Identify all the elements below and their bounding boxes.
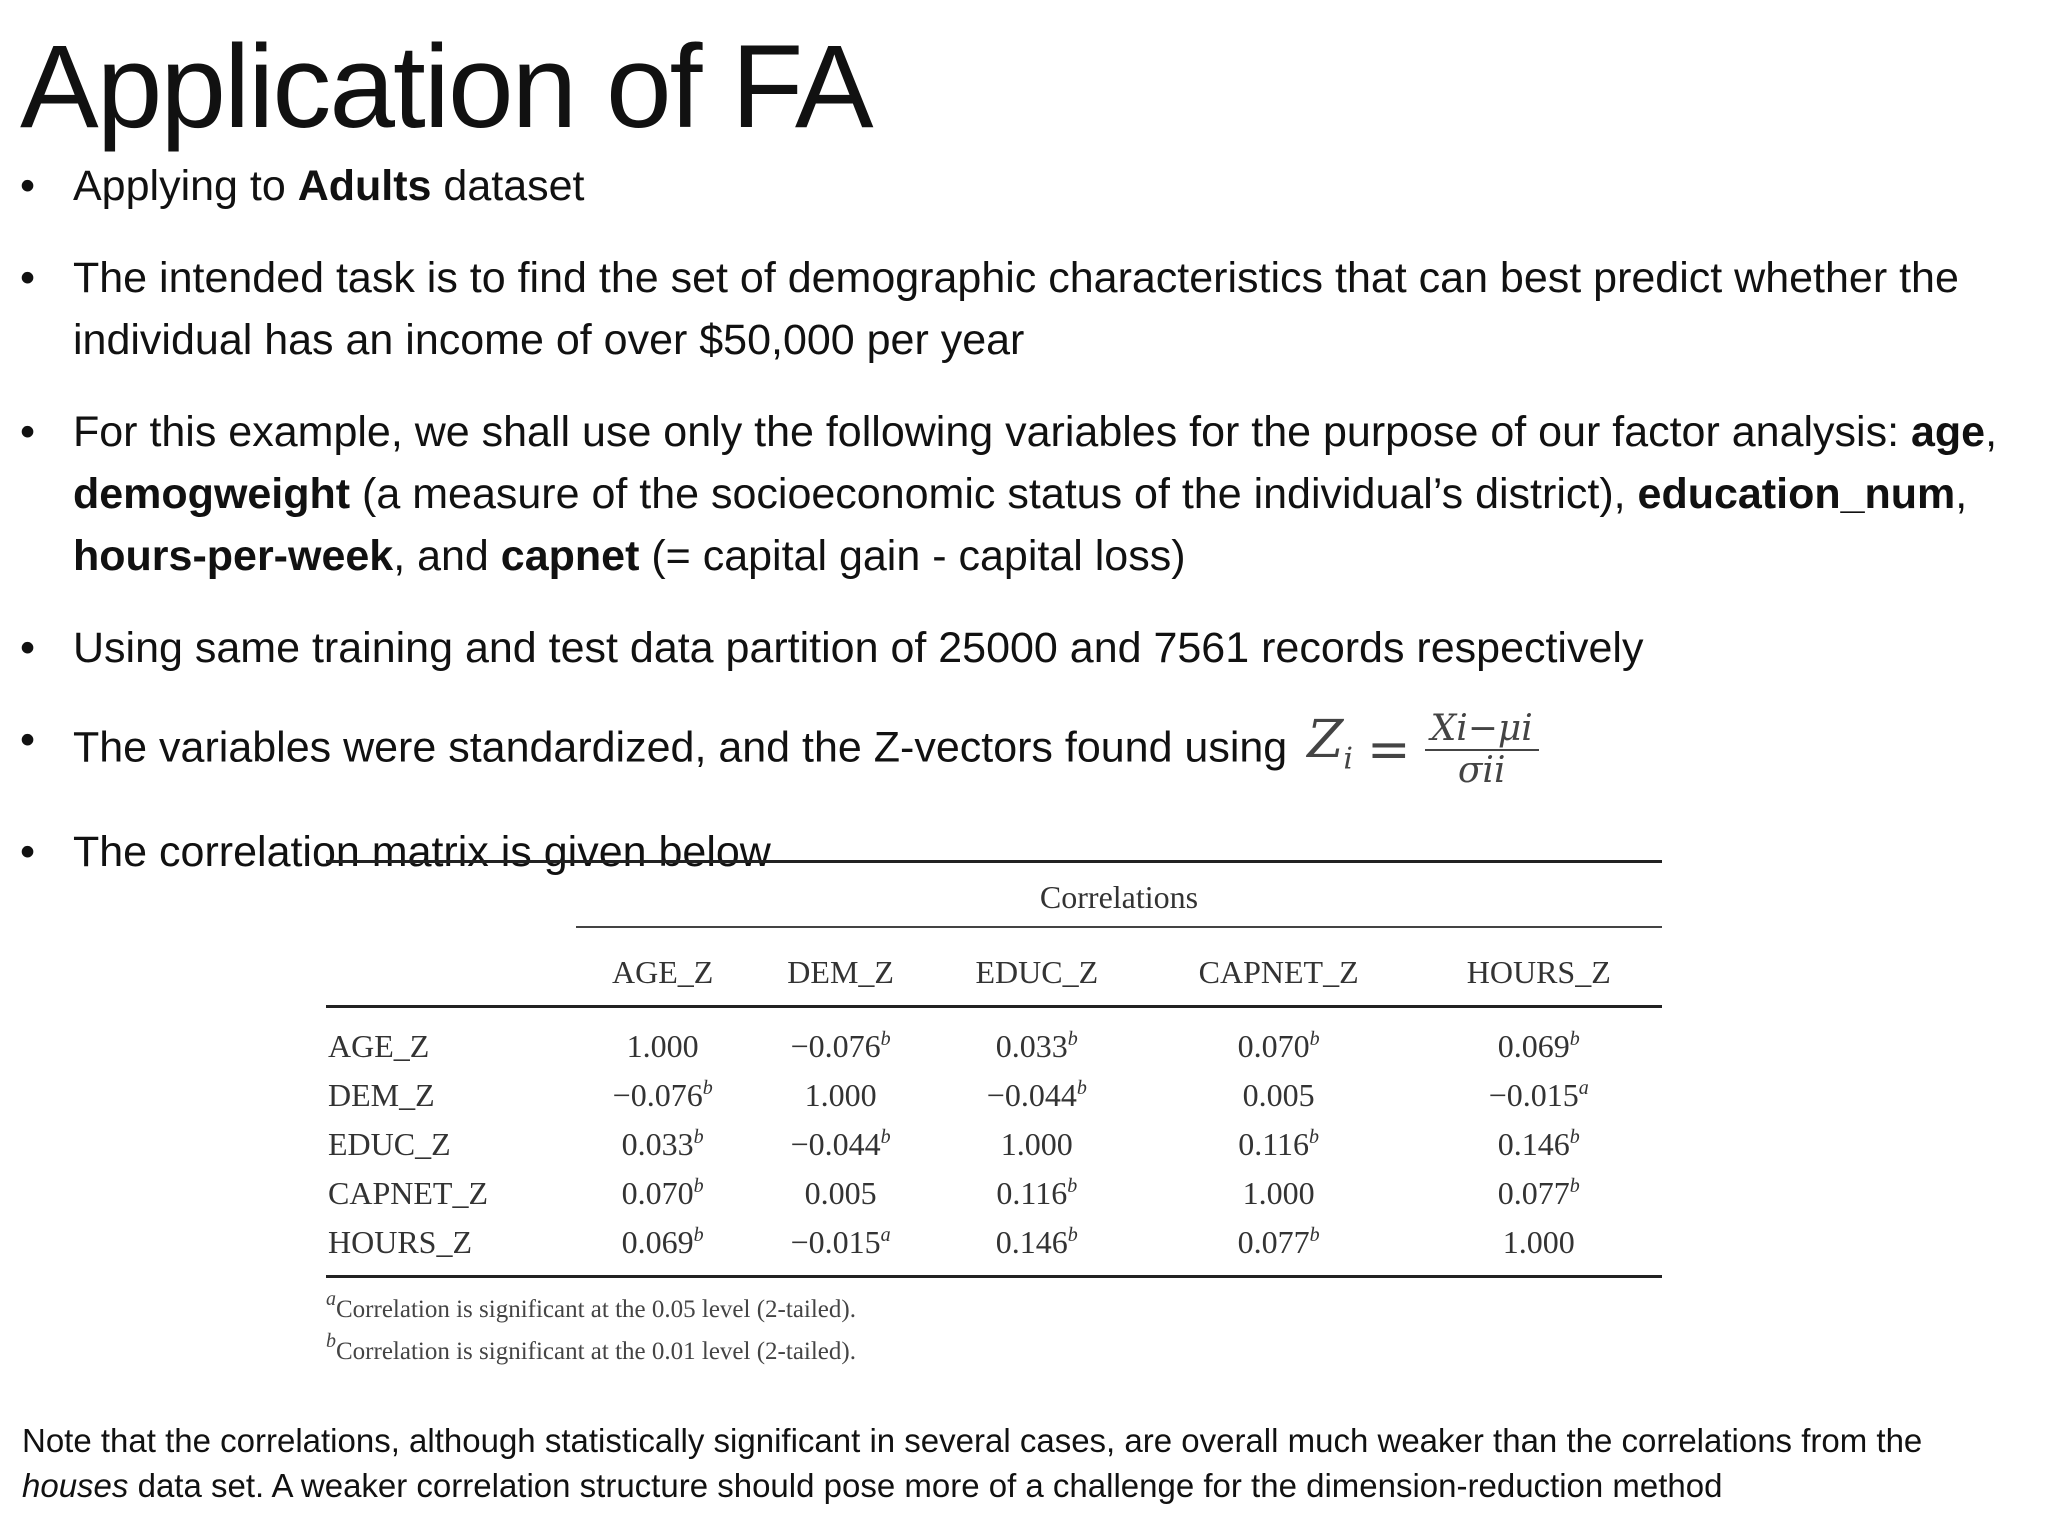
table-caption: Correlations <box>576 862 1662 928</box>
cell-value: 0.070 <box>621 1175 694 1211</box>
significance-mark: b <box>1569 1175 1580 1197</box>
cell-value: 0.033 <box>621 1126 694 1162</box>
significance-mark: b <box>1067 1028 1078 1050</box>
formula-numerator: Xi−μi <box>1425 709 1539 751</box>
table-cell <box>932 1218 1142 1277</box>
note-paragraph <box>22 1418 2032 1508</box>
cell-value: 1.000 <box>1242 1175 1315 1211</box>
table-cell <box>749 1120 932 1169</box>
bullet-dataset <box>18 155 2008 217</box>
cell-value: 0.116 <box>1238 1126 1310 1162</box>
cell-value: 1.000 <box>626 1028 699 1064</box>
significance-mark: b <box>693 1175 704 1197</box>
table-cell <box>749 1169 932 1218</box>
table-row <box>326 1169 1662 1218</box>
table-cell <box>1142 1071 1416 1120</box>
variable-hours-per-week: hours-per-week <box>73 532 394 580</box>
variable-demogweight: demogweight <box>73 470 351 518</box>
table-cell <box>576 1071 749 1120</box>
table-cell <box>749 1218 932 1277</box>
bullet-standardized-text: The variables were standardized, and the Z-vectors found using <box>73 723 1288 772</box>
bullet-correlation: • The correlation matrix is given below <box>18 821 2008 883</box>
significance-mark: b <box>693 1224 704 1246</box>
bullet-variables-text-2: , <box>1985 408 1998 456</box>
bullet-list <box>18 155 2008 913</box>
table-cell <box>1416 1169 1662 1218</box>
cell-value: −0.015 <box>1488 1077 1579 1113</box>
table-cell <box>1142 1120 1416 1169</box>
significance-mark: b <box>1067 1175 1078 1197</box>
cell-value: 0.146 <box>995 1224 1068 1260</box>
cell-value: −0.044 <box>986 1077 1077 1113</box>
cell-value: 0.069 <box>1497 1028 1570 1064</box>
footnote-a <box>326 1288 1662 1324</box>
formula-lhs-var: Z <box>1307 710 1344 771</box>
bullet-standardized <box>18 709 2008 791</box>
table-row <box>326 1007 1662 1072</box>
significance-mark: b <box>1067 1224 1078 1246</box>
bullet-dataset-post: dataset <box>431 162 585 210</box>
formula-equals: = <box>1366 720 1411 780</box>
cell-value: 0.005 <box>804 1175 877 1211</box>
cell-value: 1.000 <box>804 1077 877 1113</box>
cell-value: −0.044 <box>790 1126 881 1162</box>
footnote-text: Correlation is significant at the 0.01 level (2-tailed). <box>336 1338 856 1365</box>
significance-mark: b <box>1309 1126 1320 1148</box>
table-cell <box>932 1071 1142 1120</box>
table-row <box>326 1120 1662 1169</box>
table-cell <box>1416 1218 1662 1277</box>
footnote-mark: b <box>326 1330 336 1352</box>
table-cell <box>576 1169 749 1218</box>
table-row <box>326 1071 1662 1120</box>
table-body <box>326 1007 1662 1277</box>
significance-mark: a <box>1578 1077 1589 1099</box>
formula-lhs <box>1307 710 1353 777</box>
significance-mark: b <box>1309 1028 1320 1050</box>
column-header: DEM_Z <box>749 927 932 1007</box>
row-header: EDUC_Z <box>328 1126 451 1162</box>
footnote-b <box>326 1330 1662 1366</box>
bullet-variables-text-5: , and <box>393 532 501 580</box>
significance-mark: b <box>1569 1028 1580 1050</box>
cell-value: 0.116 <box>996 1175 1068 1211</box>
cell-value: −0.076 <box>612 1077 703 1113</box>
row-header: HOURS_Z <box>326 1218 576 1277</box>
variable-age: age <box>1910 408 1986 456</box>
column-header: EDUC_Z <box>932 927 1142 1007</box>
note-text-2: data set. A weaker correlation structure should pose more of a challenge for the dimension-reduction method <box>128 1467 1723 1504</box>
bullet-variables-text-6: (= capital gain - capital loss) <box>639 532 1186 580</box>
column-header: HOURS_Z <box>1416 927 1662 1007</box>
table-header-corner <box>326 927 576 1007</box>
bullet-variables <box>18 401 2008 587</box>
cell-value: 1.000 <box>1000 1126 1073 1162</box>
significance-mark: b <box>693 1126 704 1148</box>
table-caption-spacer <box>326 862 576 928</box>
bullet-dataset-pre: Applying to <box>73 162 298 210</box>
cell-value: −0.015 <box>790 1224 881 1260</box>
table-cell <box>1416 1120 1662 1169</box>
table-cell <box>749 1007 932 1072</box>
significance-mark: b <box>1309 1224 1320 1246</box>
significance-mark: b <box>1569 1126 1580 1148</box>
note-italic: houses <box>22 1467 129 1504</box>
bullet-variables-text-4: , <box>1955 470 1968 518</box>
formula-fraction <box>1425 709 1539 791</box>
table-cell <box>749 1071 932 1120</box>
cell-value: 0.077 <box>1497 1175 1570 1211</box>
cell-value: 1.000 <box>1502 1224 1575 1260</box>
cell-value: 0.146 <box>1497 1126 1570 1162</box>
cell-value: 0.077 <box>1237 1224 1310 1260</box>
row-header: DEM_Z <box>328 1077 435 1113</box>
row-header: CAPNET_Z <box>328 1175 488 1211</box>
bullet-variables-text-3: (a measure of the socioeconomic status of the individual’s district), <box>350 470 1638 518</box>
table-cell <box>576 1218 749 1277</box>
column-header: AGE_Z <box>576 927 749 1007</box>
significance-mark: a <box>880 1224 891 1246</box>
z-score-formula <box>1307 709 1539 791</box>
table-row <box>326 1218 1662 1277</box>
footnote-mark: a <box>326 1288 336 1310</box>
bullet-dataset-name: Adults <box>297 162 432 210</box>
cell-value: −0.076 <box>790 1028 881 1064</box>
table-cell <box>1142 1007 1416 1072</box>
significance-mark: b <box>880 1126 891 1148</box>
formula-lhs-sub: i <box>1343 741 1353 777</box>
significance-mark: b <box>880 1028 891 1050</box>
slide-title: Application of FA <box>20 21 872 153</box>
variable-capnet: capnet <box>500 532 640 580</box>
significance-mark: b <box>1076 1077 1087 1099</box>
bullet-partition: • Using same training and test data partition of 25000 and 7561 records respectively <box>18 617 2008 679</box>
table-cell <box>932 1169 1142 1218</box>
correlation-table <box>326 860 1662 1366</box>
table-cell <box>1142 1218 1416 1277</box>
significance-mark: b <box>702 1077 713 1099</box>
table-cell <box>1416 1071 1662 1120</box>
table-header-row <box>326 927 1662 1007</box>
row-header: AGE_Z <box>328 1028 430 1064</box>
cell-value: 0.070 <box>1237 1028 1310 1064</box>
cell-value: 0.033 <box>995 1028 1068 1064</box>
column-header: CAPNET_Z <box>1142 927 1416 1007</box>
table-cell <box>932 1120 1142 1169</box>
bullet-task: • The intended task is to find the set of demographic characteristics that can best predict whether the individual has an income of over $50,000 per year <box>18 247 2008 371</box>
note-text-1: Note that the correlations, although statistically significant in several cases, are overall much weaker than the correlations from the <box>22 1422 1923 1459</box>
footnote-text: Correlation is significant at the 0.05 level (2-tailed). <box>336 1296 856 1323</box>
variable-education-num: education_num <box>1637 470 1956 518</box>
table-cell <box>1416 1007 1662 1072</box>
cell-value: 0.069 <box>621 1224 694 1260</box>
table-cell <box>576 1007 749 1072</box>
cell-value: 0.005 <box>1242 1077 1315 1113</box>
table-caption-row <box>326 862 1662 928</box>
bullet-variables-text-1: For this example, we shall use only the following variables for the purpose of our factor analysis: <box>73 408 1911 456</box>
table-cell <box>1142 1169 1416 1218</box>
formula-denominator: σii <box>1457 750 1506 791</box>
table-cell <box>576 1120 749 1169</box>
table-cell <box>932 1007 1142 1072</box>
